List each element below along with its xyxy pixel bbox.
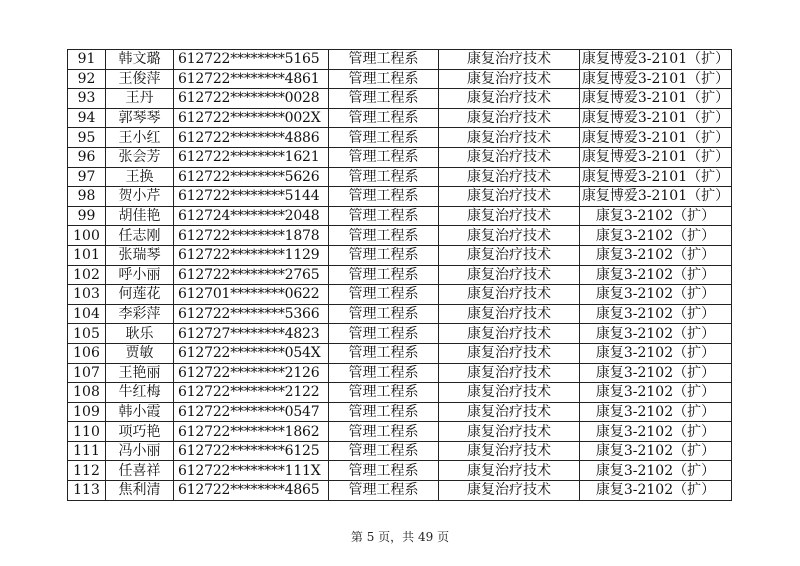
major-cell: 康复治疗技术 bbox=[439, 108, 580, 128]
dorm-cell: 康复3-2102（扩） bbox=[580, 285, 732, 305]
table-row bbox=[68, 461, 732, 481]
student-name-cell: 任志刚 bbox=[106, 226, 174, 246]
id-number-cell: 612727********4823 bbox=[174, 324, 329, 344]
student-name-cell: 任喜祥 bbox=[106, 461, 174, 481]
row-number-cell: 96 bbox=[68, 147, 106, 167]
major-cell: 康复治疗技术 bbox=[439, 187, 580, 207]
student-name-cell: 冯小丽 bbox=[106, 441, 174, 461]
department-cell: 管理工程系 bbox=[329, 69, 439, 89]
id-number-cell: 612722********5626 bbox=[174, 167, 329, 187]
major-cell: 康复治疗技术 bbox=[439, 167, 580, 187]
table-row bbox=[68, 441, 732, 461]
department-cell: 管理工程系 bbox=[329, 206, 439, 226]
major-cell: 康复治疗技术 bbox=[439, 128, 580, 148]
row-number-cell: 102 bbox=[68, 265, 106, 285]
department-cell: 管理工程系 bbox=[329, 167, 439, 187]
dorm-cell: 康复博爱3-2101（扩） bbox=[580, 89, 732, 109]
dorm-cell: 康复3-2102（扩） bbox=[580, 226, 732, 246]
id-number-cell: 612722********2126 bbox=[174, 363, 329, 383]
student-name-cell: 耿乐 bbox=[106, 324, 174, 344]
dorm-cell: 康复3-2102（扩） bbox=[580, 422, 732, 442]
department-cell: 管理工程系 bbox=[329, 402, 439, 422]
department-cell: 管理工程系 bbox=[329, 128, 439, 148]
id-number-cell: 612722********2765 bbox=[174, 265, 329, 285]
student-name-cell: 王小红 bbox=[106, 128, 174, 148]
student-name-cell: 胡佳艳 bbox=[106, 206, 174, 226]
dorm-cell: 康复3-2102（扩） bbox=[580, 324, 732, 344]
row-number-cell: 109 bbox=[68, 402, 106, 422]
student-name-cell: 张会芳 bbox=[106, 147, 174, 167]
row-number-cell: 111 bbox=[68, 441, 106, 461]
department-cell: 管理工程系 bbox=[329, 265, 439, 285]
table-row bbox=[68, 285, 732, 305]
department-cell: 管理工程系 bbox=[329, 422, 439, 442]
department-cell: 管理工程系 bbox=[329, 245, 439, 265]
student-name-cell: 焦利清 bbox=[106, 481, 174, 501]
dorm-cell: 康复博爱3-2101（扩） bbox=[580, 187, 732, 207]
dorm-cell: 康复3-2102（扩） bbox=[580, 363, 732, 383]
table-row bbox=[68, 383, 732, 403]
major-cell: 康复治疗技术 bbox=[439, 481, 580, 501]
table-row bbox=[68, 108, 732, 128]
major-cell: 康复治疗技术 bbox=[439, 226, 580, 246]
department-cell: 管理工程系 bbox=[329, 441, 439, 461]
student-name-cell: 张瑞琴 bbox=[106, 245, 174, 265]
dorm-cell: 康复3-2102（扩） bbox=[580, 441, 732, 461]
table-row bbox=[68, 69, 732, 89]
major-cell: 康复治疗技术 bbox=[439, 50, 580, 70]
dorm-cell: 康复3-2102（扩） bbox=[580, 245, 732, 265]
major-cell: 康复治疗技术 bbox=[439, 461, 580, 481]
id-number-cell: 612722********0028 bbox=[174, 89, 329, 109]
row-number-cell: 106 bbox=[68, 343, 106, 363]
row-number-cell: 112 bbox=[68, 461, 106, 481]
id-number-cell: 612724********2048 bbox=[174, 206, 329, 226]
table-row bbox=[68, 89, 732, 109]
table-row bbox=[68, 206, 732, 226]
department-cell: 管理工程系 bbox=[329, 108, 439, 128]
student-name-cell: 李彩萍 bbox=[106, 304, 174, 324]
table-row bbox=[68, 265, 732, 285]
dorm-cell: 康复3-2102（扩） bbox=[580, 304, 732, 324]
major-cell: 康复治疗技术 bbox=[439, 383, 580, 403]
department-cell: 管理工程系 bbox=[329, 226, 439, 246]
department-cell: 管理工程系 bbox=[329, 89, 439, 109]
row-number-cell: 93 bbox=[68, 89, 106, 109]
id-number-cell: 612722********4886 bbox=[174, 128, 329, 148]
table-row bbox=[68, 226, 732, 246]
department-cell: 管理工程系 bbox=[329, 324, 439, 344]
major-cell: 康复治疗技术 bbox=[439, 304, 580, 324]
student-name-cell: 王换 bbox=[106, 167, 174, 187]
row-number-cell: 95 bbox=[68, 128, 106, 148]
department-cell: 管理工程系 bbox=[329, 461, 439, 481]
student-name-cell: 呼小丽 bbox=[106, 265, 174, 285]
id-number-cell: 612722********1129 bbox=[174, 245, 329, 265]
row-number-cell: 98 bbox=[68, 187, 106, 207]
dorm-cell: 康复3-2102（扩） bbox=[580, 206, 732, 226]
department-cell: 管理工程系 bbox=[329, 363, 439, 383]
dorm-cell: 康复3-2102（扩） bbox=[580, 402, 732, 422]
table-row bbox=[68, 481, 732, 501]
row-number-cell: 100 bbox=[68, 226, 106, 246]
dorm-cell: 康复3-2102（扩） bbox=[580, 461, 732, 481]
row-number-cell: 104 bbox=[68, 304, 106, 324]
student-name-cell: 牛红梅 bbox=[106, 383, 174, 403]
dorm-cell: 康复博爱3-2101（扩） bbox=[580, 108, 732, 128]
row-number-cell: 94 bbox=[68, 108, 106, 128]
department-cell: 管理工程系 bbox=[329, 50, 439, 70]
table-row bbox=[68, 245, 732, 265]
dorm-cell: 康复博爱3-2101（扩） bbox=[580, 147, 732, 167]
department-cell: 管理工程系 bbox=[329, 343, 439, 363]
row-number-cell: 105 bbox=[68, 324, 106, 344]
table-row bbox=[68, 343, 732, 363]
table-row bbox=[68, 128, 732, 148]
student-name-cell: 王俊萍 bbox=[106, 69, 174, 89]
table-row bbox=[68, 304, 732, 324]
id-number-cell: 612722********111X bbox=[174, 461, 329, 481]
id-number-cell: 612701********0622 bbox=[174, 285, 329, 305]
major-cell: 康复治疗技术 bbox=[439, 265, 580, 285]
table-body bbox=[68, 50, 732, 501]
major-cell: 康复治疗技术 bbox=[439, 402, 580, 422]
id-number-cell: 612722********4861 bbox=[174, 69, 329, 89]
student-name-cell: 韩小霞 bbox=[106, 402, 174, 422]
major-cell: 康复治疗技术 bbox=[439, 245, 580, 265]
table-row bbox=[68, 187, 732, 207]
id-number-cell: 612722********5144 bbox=[174, 187, 329, 207]
row-number-cell: 97 bbox=[68, 167, 106, 187]
id-number-cell: 612722********0547 bbox=[174, 402, 329, 422]
major-cell: 康复治疗技术 bbox=[439, 206, 580, 226]
id-number-cell: 612722********6125 bbox=[174, 441, 329, 461]
student-name-cell: 贺小芹 bbox=[106, 187, 174, 207]
department-cell: 管理工程系 bbox=[329, 187, 439, 207]
major-cell: 康复治疗技术 bbox=[439, 285, 580, 305]
row-number-cell: 101 bbox=[68, 245, 106, 265]
major-cell: 康复治疗技术 bbox=[439, 89, 580, 109]
table-row bbox=[68, 167, 732, 187]
major-cell: 康复治疗技术 bbox=[439, 422, 580, 442]
table-row bbox=[68, 50, 732, 70]
row-number-cell: 108 bbox=[68, 383, 106, 403]
id-number-cell: 612722********1878 bbox=[174, 226, 329, 246]
id-number-cell: 612722********054X bbox=[174, 343, 329, 363]
dorm-cell: 康复博爱3-2101（扩） bbox=[580, 50, 732, 70]
dorm-cell: 康复博爱3-2101（扩） bbox=[580, 128, 732, 148]
dorm-cell: 康复3-2102（扩） bbox=[580, 343, 732, 363]
id-number-cell: 612722********002X bbox=[174, 108, 329, 128]
department-cell: 管理工程系 bbox=[329, 147, 439, 167]
table-row bbox=[68, 147, 732, 167]
row-number-cell: 107 bbox=[68, 363, 106, 383]
id-number-cell: 612722********4865 bbox=[174, 481, 329, 501]
department-cell: 管理工程系 bbox=[329, 481, 439, 501]
major-cell: 康复治疗技术 bbox=[439, 324, 580, 344]
student-name-cell: 何莲花 bbox=[106, 285, 174, 305]
major-cell: 康复治疗技术 bbox=[439, 441, 580, 461]
dorm-cell: 康复博爱3-2101（扩） bbox=[580, 69, 732, 89]
student-name-cell: 王丹 bbox=[106, 89, 174, 109]
department-cell: 管理工程系 bbox=[329, 285, 439, 305]
page-number: 第 5 页，共 49 页 bbox=[350, 530, 450, 544]
student-name-cell: 王艳丽 bbox=[106, 363, 174, 383]
student-name-cell: 项巧艳 bbox=[106, 422, 174, 442]
row-number-cell: 110 bbox=[68, 422, 106, 442]
student-name-cell: 郭琴琴 bbox=[106, 108, 174, 128]
dorm-cell: 康复3-2102（扩） bbox=[580, 383, 732, 403]
id-number-cell: 612722********5165 bbox=[174, 50, 329, 70]
id-number-cell: 612722********5366 bbox=[174, 304, 329, 324]
table-row bbox=[68, 402, 732, 422]
major-cell: 康复治疗技术 bbox=[439, 363, 580, 383]
row-number-cell: 92 bbox=[68, 69, 106, 89]
dorm-cell: 康复3-2102（扩） bbox=[580, 265, 732, 285]
row-number-cell: 91 bbox=[68, 50, 106, 70]
dorm-cell: 康复博爱3-2101（扩） bbox=[580, 167, 732, 187]
id-number-cell: 612722********1862 bbox=[174, 422, 329, 442]
table-row bbox=[68, 363, 732, 383]
id-number-cell: 612722********2122 bbox=[174, 383, 329, 403]
major-cell: 康复治疗技术 bbox=[439, 147, 580, 167]
table-row bbox=[68, 422, 732, 442]
student-name-cell: 韩文璐 bbox=[106, 50, 174, 70]
row-number-cell: 113 bbox=[68, 481, 106, 501]
department-cell: 管理工程系 bbox=[329, 383, 439, 403]
table-row bbox=[68, 324, 732, 344]
row-number-cell: 103 bbox=[68, 285, 106, 305]
student-name-cell: 贾敏 bbox=[106, 343, 174, 363]
row-number-cell: 99 bbox=[68, 206, 106, 226]
major-cell: 康复治疗技术 bbox=[439, 69, 580, 89]
id-number-cell: 612722********1621 bbox=[174, 147, 329, 167]
department-cell: 管理工程系 bbox=[329, 304, 439, 324]
dorm-cell: 康复3-2102（扩） bbox=[580, 481, 732, 501]
student-table bbox=[67, 49, 732, 501]
major-cell: 康复治疗技术 bbox=[439, 343, 580, 363]
